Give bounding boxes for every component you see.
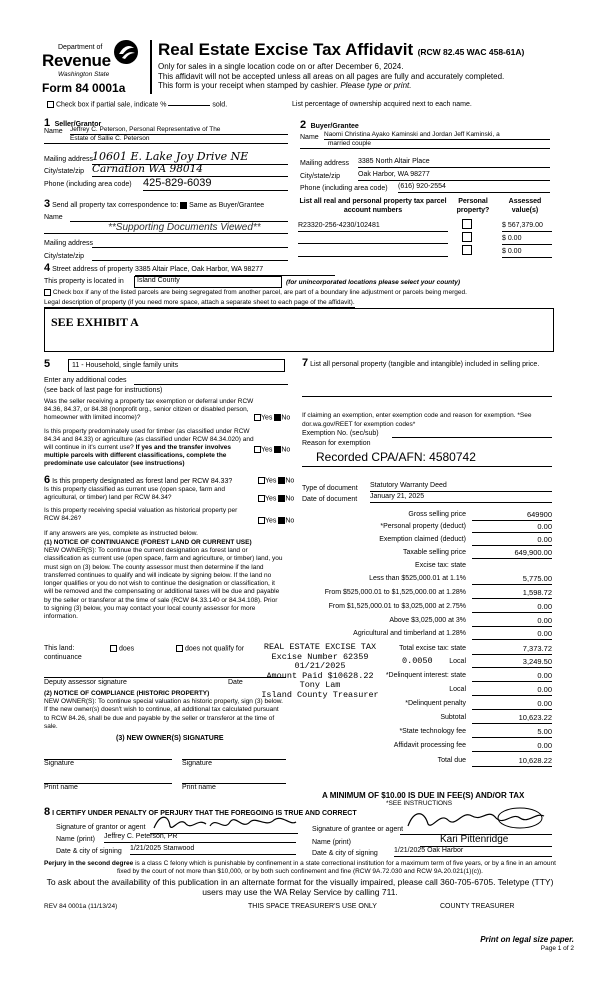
grantee-signature[interactable] (400, 806, 550, 832)
section8-num: 8 (44, 806, 51, 818)
parcels-header-personal: Personal property? (456, 198, 490, 214)
recorded-afn: Recorded CPA/AFN: 4580742 (316, 450, 476, 464)
minimum-fee: A MINIMUM OF $10.00 IS DUE IN FEE(S) AND/OR TAX (322, 791, 525, 800)
certify-label: I CERTIFY UNDER PENALTY OF PERJURY THAT THE FOREGOING IS TRUE AND CORRECT (52, 810, 357, 817)
segregated-checkbox[interactable] (44, 289, 51, 296)
section5-q2 (44, 428, 254, 468)
section5-q1-answer (254, 414, 290, 423)
correspondence-stamp-line (44, 232, 288, 234)
seller-section-label: Seller/Grantor (54, 121, 102, 128)
same-as-buyer-label: Same as Buyer/Grantee (189, 202, 265, 209)
segregated-label: Check box if any of the listed parcels are being segregated from another parcel, are part of a boundary line adjustment or parcels being merged. (52, 289, 467, 297)
personal-property-checkbox-1[interactable] (462, 232, 472, 242)
section6-q1 (44, 476, 260, 487)
tax-row-value[interactable]: 0.00 (472, 534, 552, 546)
header-line3-italic: Please type or print. (340, 81, 412, 90)
availability-notice: To ask about the availability of this publication in an alternate format for the visually impaired, please call 360-705-6705. Teletype (TTY) users may use the WA Relay Service by calling 711. (46, 877, 554, 897)
tax-row-label: Local (449, 658, 466, 665)
tax-row (296, 560, 552, 573)
tax-row-value[interactable]: 649900 (472, 509, 552, 521)
tax-row (296, 601, 552, 614)
seller-city-value[interactable]: Carnation WA 98014 (92, 163, 288, 177)
section4-num: 4 (44, 262, 51, 274)
correspondence-mailing-line[interactable] (92, 239, 288, 248)
grantor-name-label: Name (print) (56, 836, 95, 843)
buyer-name-line2[interactable]: married couple (300, 140, 550, 149)
section6-q2-yes: Yes (265, 495, 277, 503)
section6-if-yes: If any answers are yes, complete as instructed below. (44, 530, 198, 537)
stamp-rate: 0.0050 (402, 656, 433, 666)
section6-q1-yes-checkbox[interactable] (258, 477, 265, 484)
section6-q2-no: No (285, 495, 295, 503)
grantor-signature[interactable] (150, 812, 300, 834)
header-line1: Only for sales in a single location code on or after December 6, 2024. (158, 62, 404, 71)
grantor-date-value[interactable]: 1/21/2025 Stanwood (130, 845, 296, 855)
stamp-line5: Tony Lam (299, 680, 341, 690)
tax-row-value[interactable]: 649,900.00 (472, 547, 552, 559)
doc-date-value[interactable]: January 21, 2025 (370, 493, 552, 503)
stamp-line2: Excise Number 62359 (271, 651, 369, 662)
partial-sale-row (47, 101, 297, 110)
page-number: Page 1 of 2 (540, 945, 574, 952)
perjury-text: is a class C felony which is punishable by confinement in a state correctional institution for a maximum term of five years, or by a fine in an amount fixed by the court of not more than $10,000, or by both such confinement and fine (RCW 9A.72.030 and RCW 9A.20.021(1)(c)). (116, 860, 556, 875)
same-as-buyer-checkbox[interactable] (180, 202, 187, 209)
notice1-text: NEW OWNER(S): To continue the current designation as forest land or classification as current use (open space, farm and agriculture, or timber) land, you must sign on (3) below. The county assessor must then determine if the land transferred continues to qualify and will indicate by signing below. If the land no longer qualifies or you do not wish to continue the designation or classification, it will be removed and the compensating or additional taxes will be due and payable by the seller or transferor at the time of sale (RCW 84.33.140 or 84.34.108). Prior to signing (3) below, you may contact your local county assessor for more information. (44, 547, 283, 621)
land-does-checkbox[interactable] (110, 645, 117, 652)
unincorporated-note: (for unincorporated locations please select your county) (286, 279, 461, 286)
county-select[interactable]: Island County (134, 276, 282, 288)
doc-date-label: Date of document (302, 496, 358, 503)
segregated-row (44, 289, 564, 297)
correspondence-city-line[interactable] (92, 252, 288, 261)
tax-row-value[interactable]: 10,623.22 (472, 712, 552, 724)
tax-row (296, 521, 552, 534)
form-title-ref: (RCW 82.45 WAC 458-61A) (417, 47, 525, 57)
section5-q2-text: Is this property predominately used for timber (as classified under RCW 84.34 and 84.33) or agriculture (as classified under RCW 84.34.020) and will continue in it's current use? (44, 428, 254, 451)
tax-row (296, 534, 552, 547)
form-title-block (158, 40, 568, 91)
header-line3-text: This form is your receipt when stamped by cashier. (158, 81, 339, 90)
form-number: Form 84 0001a (42, 81, 126, 95)
tax-row-value[interactable]: 1,598.72 (472, 587, 552, 599)
personal-property-checkbox-0[interactable] (462, 219, 472, 229)
county-treasurer: COUNTY TREASURER (440, 903, 515, 910)
land-does-not-label: does not qualify for (184, 645, 245, 653)
tax-row (296, 755, 552, 768)
parcel-number-1[interactable] (298, 235, 448, 244)
see-back-label: (see back of last page for instructions) (44, 387, 163, 394)
header-divider (150, 40, 152, 94)
tax-row-label: *Personal property (deduct) (380, 523, 466, 530)
deputy-date-label: Date (228, 679, 243, 686)
dept-line3: Washington State (58, 71, 110, 78)
grantee-sig-label: Signature of grantee or agent (312, 826, 404, 833)
additional-codes-input[interactable] (134, 376, 288, 385)
grantee-name-label: Name (print) (312, 839, 351, 846)
stamp-line3: 01/21/2025 (294, 661, 346, 671)
signature-label-2: Signature (182, 760, 212, 767)
correspondence-name-label: Name (44, 214, 63, 221)
this-land-does-not (176, 645, 244, 654)
tax-row-label: Local (449, 686, 466, 693)
correspondence-label: Send all property tax correspondence to: (52, 202, 179, 209)
tax-row (296, 726, 552, 739)
form-title: Real Estate Excise Tax Affidavit (158, 40, 414, 59)
tax-row-value[interactable]: 7,373.72 (472, 643, 552, 655)
stamp-line4: Amount Paid $10628.22 (266, 670, 374, 681)
section5-q2-yes: Yes (261, 446, 273, 454)
new-owner-sig-title: (3) NEW OWNER(S) SIGNATURE (116, 735, 224, 742)
seller-section-num: 1 (44, 117, 51, 129)
tax-row-label: Subtotal (440, 714, 466, 721)
section6-q2: Is this property classified as current use (open space, farm and agricultural, or timber) land per RCW 84.34? (44, 486, 226, 501)
dept-line1: Department of (58, 44, 103, 51)
section6-q2-answer (258, 495, 294, 504)
tax-row-value[interactable]: 0.00 (472, 521, 552, 533)
parcels-header-assessed: Assessed value(s) (508, 198, 542, 214)
tax-row-value[interactable]: 5.00 (472, 726, 552, 738)
print-name-label-2: Print name (182, 784, 216, 791)
form-revision: REV 84 0001a (11/13/24) (44, 903, 118, 910)
tax-row (296, 547, 552, 560)
header-line2: This affidavit will not be accepted unless all areas on all pages are fully and accurately completed. (158, 71, 505, 81)
tax-row-label: *Delinquent interest: state (385, 672, 466, 679)
tax-row-label: Affidavit processing fee (393, 742, 466, 749)
section5-q2-no: No (281, 446, 291, 454)
buyer-city-label: City/state/zip (300, 173, 341, 180)
tax-row-value[interactable]: 0.00 (472, 698, 552, 710)
tax-row-label: Total excise tax: state (399, 645, 466, 652)
grantor-name-value[interactable]: Jeffrey C. Peterson, PR (104, 833, 296, 843)
parcel-number-2[interactable] (298, 248, 448, 257)
correspondence-row (44, 200, 294, 211)
tax-row-value[interactable]: 0.00 (472, 740, 552, 752)
dor-logo-icon (112, 38, 140, 66)
section7-num: 7 (302, 357, 309, 369)
reason-input-line[interactable] (302, 465, 552, 467)
tax-row-label: Total due (437, 757, 466, 764)
deputy-signature-label: Deputy assessor signature (44, 679, 127, 686)
legal-description-value: SEE EXHIBIT A (51, 315, 139, 329)
stamp-line1: REAL ESTATE EXCISE TAX (263, 642, 377, 652)
section6-q1-answer (258, 477, 294, 486)
tax-row-label: *State technology fee (399, 728, 466, 735)
section7-list (302, 359, 554, 370)
tax-row-label: Gross selling price (408, 511, 466, 518)
tax-row-label: Agricultural and timberland at 1.28% (353, 630, 466, 637)
land-does-not-checkbox[interactable] (176, 645, 183, 652)
personal-property-checkbox-2[interactable] (462, 245, 472, 255)
parcels-header-list: List all real and personal property tax parcel account numbers (299, 198, 447, 214)
section6-q3-yes: Yes (265, 517, 277, 525)
seller-name-line1[interactable]: Jeffrey C. Peterson, Personal Representative of The (70, 126, 288, 135)
buyer-phone-label: Phone (including area code) (300, 185, 388, 192)
seller-mailing-value[interactable]: 10601 E. Lake Joy Drive NE (92, 150, 288, 165)
buyer-phone-value[interactable]: (616) 920-2554 (398, 183, 550, 193)
stamp-line6: Island County Treasurer (261, 689, 379, 700)
section5-q1-no: No (281, 414, 291, 422)
partial-sale-label: Check box if partial sale, indicate % (55, 101, 167, 109)
personal-property-input[interactable] (302, 395, 552, 397)
tax-row-label: *Delinquent penalty (405, 700, 466, 707)
tax-row (296, 740, 552, 753)
notice1-title: (1) NOTICE OF CONTINUANCE (FOREST LAND OR CURRENT USE) (44, 539, 252, 546)
seller-name-line2[interactable]: Estate of Sallie C. Peterson (44, 135, 288, 144)
reason-label: Reason for exemption (302, 440, 371, 447)
perjury-bold: Perjury in the second degree (44, 860, 134, 867)
buyer-mailing-value[interactable]: 3385 North Altair Place (358, 158, 550, 168)
exemption-claim: If claiming an exemption, enter exemption code and reason for exemption. *See dor.wa.gov/REET for exemption codes* (302, 412, 532, 428)
grantor-date-label: Date & city of signing (56, 848, 122, 855)
section5-num: 5 (44, 358, 51, 370)
correspondence-mailing-label: Mailing address (44, 240, 94, 247)
tax-row-label: Excise tax: state (415, 562, 466, 569)
tax-row-value[interactable]: 0.00 (472, 670, 552, 682)
assessed-value-1[interactable]: $ 0.00 (502, 235, 552, 245)
partial-sale-sold: sold. (212, 101, 228, 109)
section5-q1: Was the seller receiving a property tax exemption or deferral under RCW 84.36, 84.37, or 84.38 (nonprofit org., senior citizen or disabled person, homeowner with limited income)? (44, 398, 254, 421)
seller-name-label: Name (44, 128, 63, 135)
exemption-no-label: Exemption No. (sec/sub) (302, 430, 379, 437)
tax-row-label: From $525,000.01 to $1,525,000.00 at 1.28% (324, 589, 466, 596)
section5-q1-yes: Yes (261, 414, 273, 422)
buyer-mailing-label: Mailing address (300, 160, 350, 167)
seller-phone-value[interactable]: 425-829-6039 (143, 177, 288, 191)
located-label: This property is located in (44, 278, 124, 285)
see-instructions: *SEE INSTRUCTIONS (386, 800, 453, 807)
parcel-number-0[interactable]: R23320-256-4230/102481 (298, 222, 448, 232)
seller-phone-label: Phone (including area code) (44, 181, 132, 188)
land-use-select[interactable]: 11 - Household, single family units (68, 359, 285, 372)
seller-city-label: City/state/zip (44, 168, 85, 175)
dept-line2: Revenue (42, 51, 111, 70)
supporting-docs-stamp: **Supporting Documents Viewed** (108, 222, 261, 233)
correspondence-city-label: City/state/zip (44, 253, 85, 260)
tax-row (296, 587, 552, 600)
legal-label: Legal description of property (if you need more space, attach a separate sheet to each page of the affidavit). (44, 299, 355, 306)
section6-q1-yes: Yes (265, 477, 277, 485)
tax-row (296, 573, 552, 586)
tax-row-value[interactable]: 0.00 (472, 684, 552, 696)
tax-row-value[interactable]: 5,775.00 (472, 573, 552, 585)
section6-q1-no: No (285, 477, 295, 485)
tax-row-value[interactable]: 10,628.22 (472, 755, 552, 767)
tax-row-value[interactable]: 0.00 (472, 601, 552, 613)
treasurer-use-only: THIS SPACE TREASURER'S USE ONLY (248, 903, 377, 910)
section6-q3-answer (258, 517, 294, 526)
perjury-notice (40, 860, 560, 876)
buyer-section-num: 2 (300, 119, 307, 131)
exemption-no-input[interactable] (392, 429, 552, 438)
section5-q2-bold: If yes and the transfer involves multiple parcels with different classifications, complete the predominate use calculator (see instructions) (44, 444, 231, 467)
street-row (44, 264, 554, 276)
section5-q1-yes-checkbox[interactable] (254, 414, 261, 421)
partial-sale-checkbox[interactable] (47, 101, 54, 108)
land-does-label: does (118, 645, 135, 653)
tax-row-value[interactable]: 3,249.50 (472, 656, 552, 668)
signature-label-1: Signature (44, 760, 74, 767)
ownership-note: List percentage of ownership acquired next to each name. (292, 101, 472, 108)
assessed-value-2[interactable]: $ 0.00 (502, 248, 552, 258)
doc-type-label: Type of document (302, 485, 358, 492)
section5-q2-yes-checkbox[interactable] (254, 446, 261, 453)
buyer-section-label: Buyer/Grantee (310, 123, 359, 130)
grantor-sig-label: Signature of grantor or agent (56, 824, 146, 831)
additional-codes-label: Enter any additional codes (44, 377, 127, 384)
buyer-city-value[interactable]: Oak Harbor, WA 98277 (358, 171, 550, 181)
treasurer-stamp (245, 643, 395, 700)
correspondence-num: 3 (44, 198, 51, 210)
legal-description-box[interactable] (44, 308, 554, 352)
header-line3 (158, 81, 568, 91)
tax-row (296, 615, 552, 628)
doc-type-value[interactable]: Statutory Warranty Deed (370, 482, 552, 492)
section6-q3-yes-checkbox[interactable] (258, 517, 265, 524)
section6-q1-text: Is this property designated as forest land per RCW 84.33? (52, 478, 233, 485)
tax-row-value[interactable]: 0.00 (472, 628, 552, 640)
correspondence-name-line[interactable] (70, 213, 288, 222)
buyer-name-label: Name (300, 134, 319, 141)
section6-q3: Is this property receiving special valuation as historical property per RCW 84.26? (44, 507, 238, 522)
notice2-text: NEW OWNER(S): To continue special valuation as historic property, sign (3) below. If the new owner(s) doesn't wish to continue, all additional tax calculated pursuant to RCW 84.26, shall be due and payable by the seller or transferor at the time of sale. (44, 698, 283, 730)
buyer-name-line1[interactable]: Naomi Christina Ayako Kaminski and Jordan Jeff Kaminski, a (324, 131, 550, 140)
dor-logo (40, 38, 144, 98)
notice2-title: (2) NOTICE OF COMPLIANCE (HISTORIC PROPERTY) (44, 690, 210, 697)
continuance-label: continuance (44, 654, 82, 661)
street-value[interactable]: 3385 Altair Place, Oak Harbor, WA 98277 (135, 266, 335, 276)
section6-q3-no: No (285, 517, 295, 525)
grantee-date-value[interactable]: 1/21/2025 Oak Harbor (394, 847, 552, 857)
section5-q2-answer (254, 446, 290, 455)
section7-list-text: List all personal property (tangible and intangible) included in selling price. (310, 361, 540, 368)
tax-row-label: Taxable selling price (402, 549, 466, 556)
section6-num: 6 (44, 474, 51, 486)
tax-row-label: Exemption claimed (deduct) (379, 536, 466, 543)
tax-row-value[interactable]: 0.00 (472, 615, 552, 627)
this-land-does (110, 645, 134, 654)
tax-row-label: From $1,525,000.01 to $3,025,000 at 2.75% (328, 603, 466, 610)
tax-row (296, 712, 552, 725)
tax-row-label: Less than $525,000.01 at 1.1% (369, 575, 466, 582)
street-label: Street address of property (52, 266, 134, 273)
tax-row (296, 628, 552, 641)
assessed-value-0[interactable]: $ 567,379.00 (502, 222, 552, 232)
tax-row-label: Above $3,025,000 at 3% (389, 617, 466, 624)
print-name-label-1: Print name (44, 784, 78, 791)
grantee-name-value[interactable]: Kari Pittenridge (420, 834, 552, 847)
grantee-date-label: Date & city of signing (312, 850, 378, 857)
seller-mailing-label: Mailing address (44, 156, 94, 163)
section6-q2-yes-checkbox[interactable] (258, 495, 265, 502)
this-land-label: This land: (44, 645, 75, 652)
legal-size-note: Print on legal size paper. (480, 935, 574, 944)
